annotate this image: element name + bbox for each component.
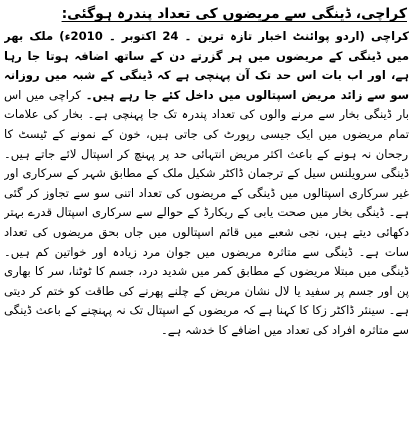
article-dateline: کراچی (اردو پوائنٹ اخبار تازہ ترین ۔ 24 اکتوبر ۔ 2010ء) ملک بھر میں ڈینگی کے مریضوں میں ہر گزرتے دن کے ساتھ اضافہ ہوتا جا رہا ہے، اور اب بات اس حد تک آن پہنچی ہے کہ ڈینگی کے شبہ میں روزانہ سو سے زائد مریض اسپتالوں میں داخل کئے جا رہے ہیں۔ bbox=[4, 29, 409, 102]
article-body bbox=[4, 27, 409, 425]
news-article bbox=[4, 3, 409, 425]
article-paragraph-1: کراچی میں اس بار ڈینگی بخار سے مرنے والوں کی تعداد پندرہ تک جا پہنچی ہے۔ بخار کی علامات تمام مریضوں میں ایک جیسی رپورٹ کی جاتی ہیں، خون کے نمونے کے ٹیسٹ کا رجحان نہ ہونے کے باعث اکثر مریض انتہائی حد پر پہنچ کر اسپتال لائے جاتے ہیں۔ bbox=[4, 87, 409, 161]
headline-text: کراچی، ڈینگی سے مریضوں کی تعداد پندرہ ہوگئی: bbox=[61, 6, 407, 22]
article-paragraph-2: ڈینگی سرویلنس سیل کے ترجمان ڈاکٹر شکیل ملک کے مطابق شہر کے سرکاری اور غیر سرکاری اسپتالوں میں ڈینگی کے مریضوں کی تعداد اتنی سو سے تجاوز کر گئی ہے۔ ڈینگی بخار میں صحت یابی کے ریکارڈ کے حوالے سے سرکاری اسپتال قدرے بہتر دکھائی دیتے ہیں، نجی شعبے میں قائم اسپتالوں میں جاں بحق مریضوں کی تعداد سات ہے۔ bbox=[4, 166, 409, 259]
article-headline bbox=[4, 3, 409, 25]
article-paragraph-3: ڈینگی سے متاثرہ مریضوں میں جوان مرد زیادہ اور خواتین کم ہیں۔ ڈینگی میں مبتلا مریضوں کے مطابق کمر میں شدید درد، جسم کا ٹوٹنا، سر کا بھاری پن اور جسم پر سفید یا لال نشان مریض کے چلنے پھرنے کی طاقت کو ختم کر دیتی ہے۔ سینئر ڈاکٹر زکا کا کہنا ہے کہ مریضوں کے اسپتال تک نہ پہنچنے کے باعث ڈینگی سے متاثرہ افراد کی تعداد میں اضافے کا خدشہ ہے۔ bbox=[4, 244, 409, 337]
